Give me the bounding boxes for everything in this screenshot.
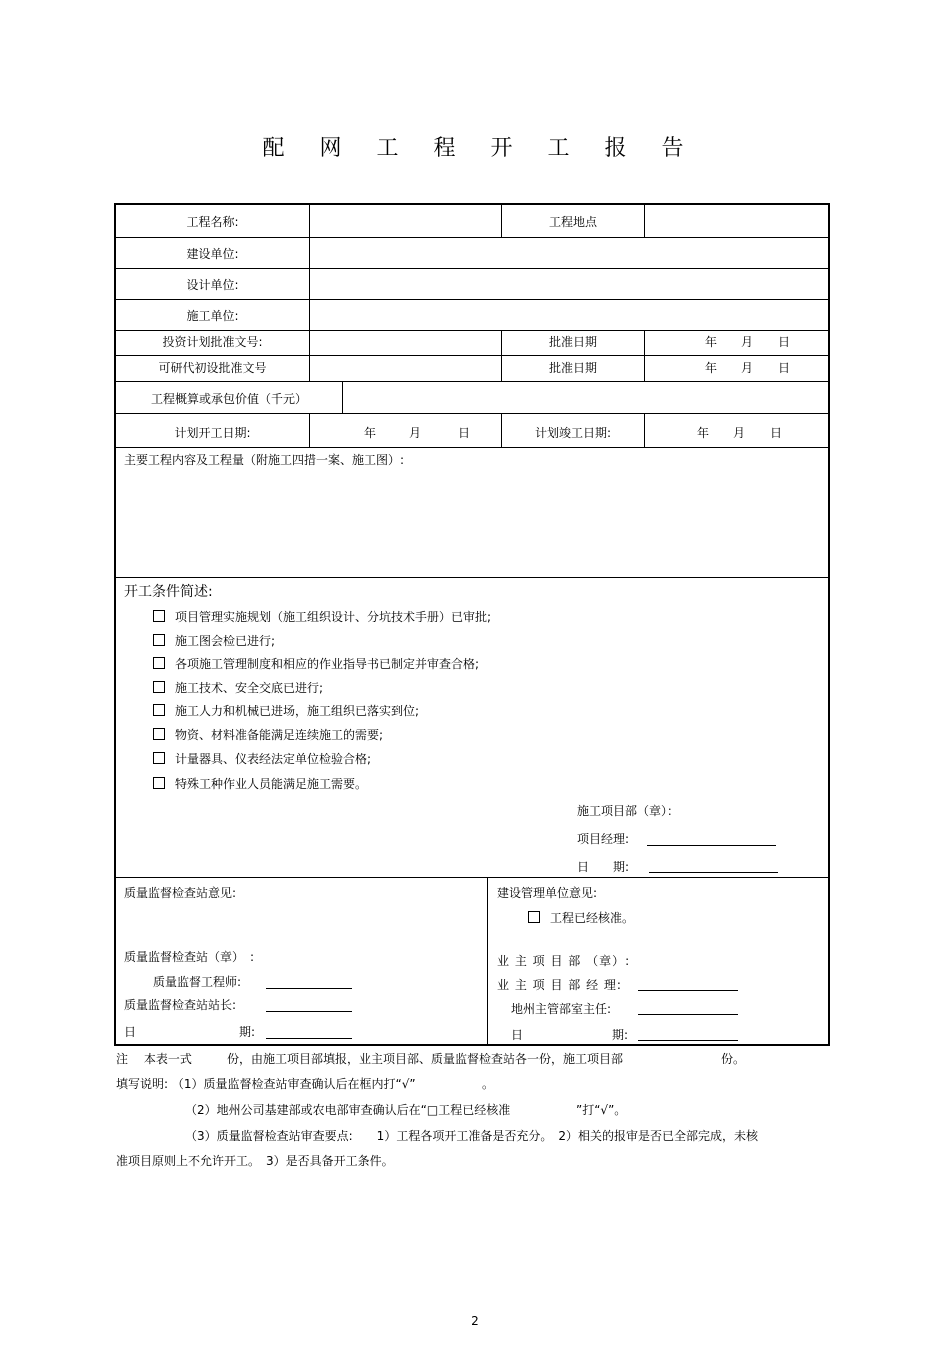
row-divider [114, 330, 830, 331]
day-label: 日 [458, 426, 471, 440]
row-divider [114, 355, 830, 356]
condition-item: 项目管理实施规划（施工组织设计、分坑技术手册）已审批; [153, 608, 491, 625]
project-location-label: 工程地点 [548, 215, 597, 229]
project-manager-label: 项目经理: [577, 832, 630, 846]
page-title: 配 网 工 程 开 工 报 告 [262, 136, 698, 161]
year-label: 年 [364, 426, 377, 440]
owner-dept-label: 业 主 项 目 部 （章）: [497, 954, 631, 968]
quality-station-label: 质量监督检查站（章） : [124, 950, 255, 964]
signature-line[interactable] [266, 988, 352, 989]
col-divider [309, 203, 310, 381]
day-label: 日 [770, 426, 783, 440]
row-divider [114, 299, 830, 300]
owner-opinion-label: 建设管理单位意见: [497, 886, 598, 900]
signature-line[interactable] [638, 1014, 738, 1015]
checkbox-icon[interactable] [153, 704, 165, 716]
condition-item: 计量器具、仪表经法定单位检验合格; [153, 750, 371, 767]
owner-approved-item: 工程已经核准。 [528, 909, 634, 926]
signature-line[interactable] [266, 1011, 352, 1012]
build-unit-label: 建设单位: [186, 247, 239, 261]
note-line1-c: 份。 [721, 1052, 746, 1066]
note-line4: （3）质量监督检查站审查要点: 1）工程各项开工准备是否充分。 2）相关的报审是否已全部完成，未核 [185, 1129, 758, 1143]
checkbox-icon[interactable] [153, 752, 165, 764]
construction-dept-label: 施工项目部（章）： [577, 804, 680, 818]
owner-date-left: 日 [511, 1028, 524, 1042]
condition-item: 各项施工管理制度和相应的作业指导书已制定并审查合格; [153, 655, 479, 672]
signature-line[interactable] [638, 990, 738, 991]
condition-item: 特殊工种作业人员能满足施工需要。 [153, 775, 367, 792]
condition-item: 施工技术、安全交底已进行; [153, 679, 323, 696]
project-name-label: 工程名称: [186, 215, 239, 229]
day-label: 日 [778, 361, 791, 375]
month-label: 月 [409, 426, 422, 440]
quality-engineer-label: 质量监督工程师: [153, 975, 242, 989]
note-line5: 准项目原则上不允许开工。 3）是否具备开工条件。 [116, 1154, 394, 1168]
checkbox-icon[interactable] [528, 911, 540, 923]
row-divider [114, 877, 830, 878]
quality-date-left: 日 [124, 1025, 137, 1039]
signature-line[interactable] [638, 1040, 738, 1041]
col-divider [309, 413, 310, 447]
signature-line[interactable] [647, 845, 776, 846]
approval-date-label: 批准日期 [548, 361, 597, 375]
note-line3-b: ”打“√”。 [576, 1103, 627, 1117]
note-line3-a: （2）地州公司基建部或农电部审查确认后在“□工程已经核准 [185, 1103, 511, 1117]
month-label: 月 [741, 361, 754, 375]
year-label: 年 [705, 335, 718, 349]
checkbox-icon[interactable] [153, 610, 165, 622]
budget-label: 工程概算或承包价值（千元） [150, 392, 307, 406]
col-divider [644, 413, 645, 447]
checkbox-icon[interactable] [153, 777, 165, 789]
row-divider [114, 413, 830, 414]
approval-date-label: 批准日期 [548, 335, 597, 349]
condition-item: 施工图会检已进行; [153, 632, 275, 649]
signature-line[interactable] [649, 872, 778, 873]
row-divider [114, 381, 830, 382]
quality-chief-label: 质量监督检查站站长: [124, 998, 237, 1012]
investment-doc-label: 投资计划批准文号: [162, 335, 263, 349]
condition-item: 施工人力和机械已进场，施工组织已落实到位; [153, 702, 419, 719]
col-divider [342, 381, 343, 413]
condition-item: 物资、材料准备能满足连续施工的需要; [153, 726, 383, 743]
checkbox-icon[interactable] [153, 728, 165, 740]
owner-supervisor-label: 地州主管部室主任: [511, 1002, 612, 1016]
conditions-heading: 开工条件简述: [124, 584, 213, 600]
day-label: 日 [778, 335, 791, 349]
plan-end-label: 计划竣工日期: [534, 426, 612, 440]
checkbox-icon[interactable] [153, 681, 165, 693]
owner-date-right: 期: [612, 1028, 629, 1042]
page-number: 2 [471, 1314, 479, 1328]
note-line1-a: 注 本表一式 [116, 1052, 192, 1066]
month-label: 月 [741, 335, 754, 349]
design-unit-label: 设计单位: [186, 278, 239, 292]
month-label: 月 [733, 426, 746, 440]
col-divider [644, 203, 645, 238]
year-label: 年 [705, 361, 718, 375]
note-line2-b: 。 [482, 1077, 495, 1091]
row-divider [114, 577, 830, 578]
col-divider [644, 330, 645, 381]
quality-opinion-label: 质量监督检查站意见: [124, 886, 237, 900]
row-divider [114, 237, 830, 238]
feasibility-doc-label: 可研代初设批准文号 [158, 361, 267, 375]
row-divider [114, 268, 830, 269]
note-line1-b: 份，由施工项目部填报，业主项目部、质量监督检查站各一份，施工项目部 [227, 1052, 624, 1066]
checkbox-icon[interactable] [153, 657, 165, 669]
date-label: 日 期: [577, 860, 630, 874]
note-line2-a: 填写说明: （1）质量监督检查站审查确认后在框内打“√” [116, 1077, 416, 1091]
construction-unit-label: 施工单位: [186, 309, 239, 323]
plan-start-label: 计划开工日期: [174, 426, 251, 440]
quality-date-right: 期: [239, 1025, 256, 1039]
col-divider [487, 877, 488, 1046]
year-label: 年 [697, 426, 710, 440]
owner-manager-label: 业 主 项 目 部 经 理: [497, 978, 622, 992]
main-content-label: 主要工程内容及工程量（附施工四措一案、施工图）: [124, 453, 405, 467]
signature-line[interactable] [266, 1038, 352, 1039]
checkbox-icon[interactable] [153, 634, 165, 646]
row-divider [114, 447, 830, 448]
